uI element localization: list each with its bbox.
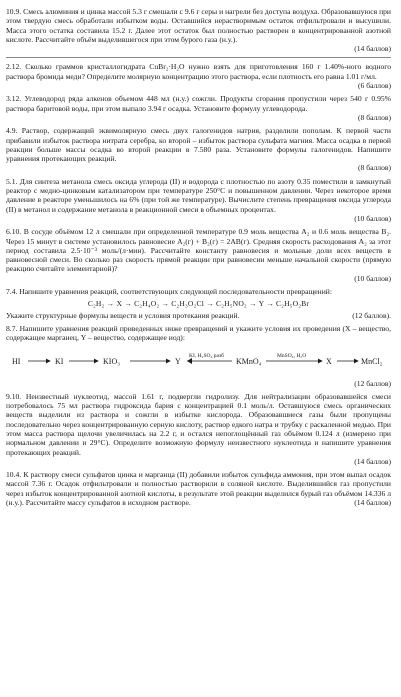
problem-text: 4.9. Раствор, содержащий эквимолярную смесь двух галогенидов натрия, разделили пополам. К первой части прибавили избыток раствора нитрата серебра, ко второй – избыток раствора сульфата магния. Масса осадка в первой реакции больше массы осадка во второй реакции в 7.580 раза. Установите формулы галогенидов. Напишите уравнения протекающих реакций.: [6, 126, 391, 164]
problem-text: 8.7. Напишите уравнения реакций приведенных ниже превращений и укажите условия их проведения (X – вещество, содержащее марганец, Y – вещество, содержащее иод):: [6, 323, 391, 343]
condition-label-1: KI, H₂SO₄ разб: [189, 352, 224, 359]
species-kio3: KIO₃: [103, 356, 121, 366]
species-hi: HI: [12, 356, 21, 366]
problem-text: 10.9. Смесь алюминия и цинка массой 5.3 г смешали с 9.6 г серы и нагрели без доступа воздуха. Образовавшуюся при этом твердую смесь обработали избытком воды. Оставшийся нерастворимым остаток отфильтровали и высушили. Масса этого остатка составила 15.2 г. Далее этот остаток был полностью растворен в концентрированной азотной кислоте. Рассчитайте объём выделившегося при этом бурого газа (н.у.).: [6, 7, 391, 44]
problem-3-12: [6, 94, 391, 122]
problem-6-10: [6, 227, 391, 283]
species-y: Y: [175, 356, 181, 366]
problem-8-7: [6, 324, 391, 388]
scheme-svg: [6, 347, 386, 377]
species-ki: KI: [55, 356, 64, 366]
problem-points: (6 баллов): [357, 81, 391, 91]
transformation-scheme: [6, 347, 391, 377]
problem-10-9: [6, 7, 391, 53]
problem-points: (8 баллов): [357, 112, 391, 122]
problem-points: (10 баллов): [354, 273, 391, 283]
problem-points: (12 баллов).: [352, 310, 391, 320]
problem-points: (14 баллов): [354, 456, 391, 466]
species-kmno4: KMnO₄: [236, 356, 262, 366]
problem-text: 10.4. К раствору смеси сульфатов цинка и марганца (II) добавили избыток сульфида аммония, при этом выпал осадок массой 7.36 г. Осадок отфильтровали и полностью растворили в соляной кислоте. Выделившийся газ пропустили через избыток концентрированной азотной кислоты, в результате этой реакции выделился бурый газ объёмом 14.336 л (н.у.). Рассчитайте массу сульфатов в исходном растворе.: [6, 470, 391, 508]
problem-text: 9.10. Неизвестный нуклеотид, массой 1.61 г, подвергли гидролизу. Для нейтрализации образовавшейся смеси потребовалось 75 мл раствора гидроксида бария с концентрацией 0.1 моль/л. Оставшуюся смесь органических веществ выделили из раствора и сожгли в избытке кислорода. Образовавшиеся газы были пропущены последовательно через концентрированную серную кислоту, раствор едкого натра и трубку с раскаленной медью. При этом масса раствора щелочи увеличилась на 2.2 г, и остался непоглощённый газ объёмом 0.124 л (измерено при нормальном давлении и 29°С). Определите возможную формулу неизвестного нуклеотида и напишите уравнения протекающих реакций.: [6, 391, 391, 457]
problem-text: 6.10. В сосуде объёмом 12 л смешали при определенной температуре 0.9 моль вещества A₂ и 0.6 моль вещества B₂. Через 15 минут в системе установилось равновесие A₂(г) + B₂(г) = 2AB(г). Средняя скорость расходования A₂ за этот период составила 2.5·10⁻³ моль/(л·мин). Рассчитайте константу равновесия и мольные доли всех веществ в равновесной смеси. Во сколько раз скорость прямой реакции при равновесии меньше начальной скорости (прямую реакцию считайте элементарной)?: [6, 227, 391, 274]
problem-text: 3.12. Углеводород ряда алкенов объемом 448 мл (н.у.) сожгли. Продукты сгорания пропустили через 540 г 0.95% раствора баритовой воды, при этом выпало 3.94 г осадка. Установите формулу углеводорода.: [6, 94, 391, 113]
divider: [6, 57, 391, 58]
transformation-chain: C₂H₂ → X → C₂H₄O₂ → C₂H₃O₂Cl → C₂H₅NO₂ → Y → C₂H₅O₂Br: [87, 299, 310, 309]
species-mncl2: MnCl₂: [361, 356, 383, 366]
problem-2-12: [6, 62, 391, 90]
problem-9-10: [6, 392, 391, 466]
problem-points: (14 баллов): [354, 498, 391, 508]
problem-5-1: [6, 177, 391, 223]
problem-points: (8 баллов): [357, 163, 391, 173]
problem-text: 5.1. Для синтеза метанола смесь оксида углерода (II) и водорода с плотностью по азоту 0.35 поместили в замкнутый реактор с медно-цинковым катализатором при температуре 250°С и повышенном давлении. Через некоторое время давление в реакторе уменьшилось на 6% (при той же температуре). Вычислите степень превращения оксида углерода (II) в метанол и содержание метанола в реакционной смеси в объемных процентах.: [6, 176, 391, 214]
problem-10-4: [6, 470, 391, 507]
species-x: X: [326, 356, 332, 366]
problem-points: (10 баллов): [354, 213, 391, 223]
problem-points: (14 баллов): [354, 44, 391, 54]
problem-points: (12 баллов): [354, 378, 391, 388]
problem-7-4: [6, 287, 391, 320]
problem-text: 2.12. Сколько граммов кристаллогидрата CuBr₂·H₂O нужно взять для приготовления 160 г 1.40%-ного водного раствора бромида меди? Определите молярную концентрацию этого раствора, если плотность его равна 1.01 г/мл.: [6, 62, 391, 81]
problem-4-9: [6, 126, 391, 172]
condition-label-2: MnSO₄, H₂O: [277, 352, 307, 359]
problem-text-2: Укажите структурные формулы веществ и условия протекания реакций.: [6, 310, 240, 320]
problem-text: 7.4. Напишите уравнения реакций, соответствующих следующей последовательности превращений:: [6, 287, 332, 297]
